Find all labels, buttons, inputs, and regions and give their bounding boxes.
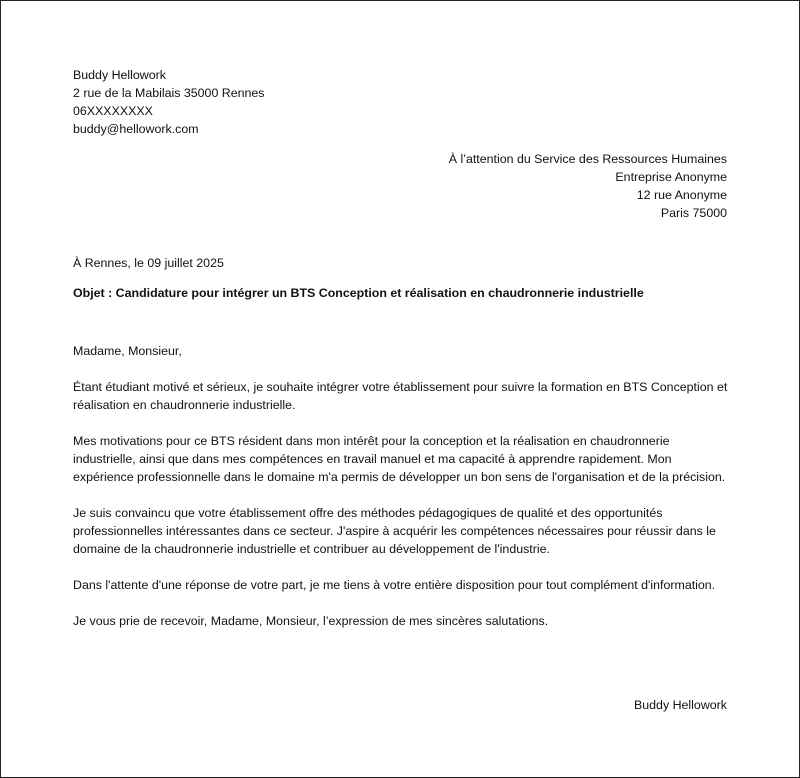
body-paragraph: Dans l'attente d'une réponse de votre part, je me tiens à votre entière disposition pour tout complément d'information.	[73, 578, 716, 592]
sender-name: Buddy Hellowork	[73, 68, 166, 82]
closing-paragraph: Je vous prie de recevoir, Madame, Monsieur, l’expression de mes sincères salutations.	[73, 614, 549, 628]
letter-subject: Objet : Candidature pour intégrer un BTS Conception et réalisation en chaudronnerie industrielle	[73, 286, 644, 300]
recipient-block	[449, 150, 727, 222]
recipient-company: Entreprise Anonyme	[615, 170, 727, 184]
body-paragraph: Étant étudiant motivé et sérieux, je souhaite intégrer votre établissement pour suivre la formation en BTS Conception et réalisation en chaudronnerie industrielle.	[73, 380, 728, 412]
body-paragraph: Mes motivations pour ce BTS résident dans mon intérêt pour la conception et la réalisation en chaudronnerie industrielle, ainsi que dans mes compétences en travail manuel et ma capacité à apprendre rapidement. Mon expérience professionnelle dans le domaine m'a permis de développer un bon sens de l'organisation et de la précision.	[73, 434, 726, 484]
body-paragraph: Je suis convaincu que votre établissement offre des méthodes pédagogiques de qualité et des opportunités professionnelles intéressantes dans ce secteur. J'aspire à acquérir les compétences nécessaires pour réussir dans le domaine de la chaudronnerie industrielle et contribuer au développement de l'industrie.	[73, 506, 716, 556]
salutation: Madame, Monsieur,	[73, 344, 182, 358]
letter-body	[73, 342, 729, 648]
sender-phone: 06XXXXXXXX	[73, 104, 153, 118]
recipient-attention: À l’attention du Service des Ressources Humaines	[448, 152, 727, 166]
recipient-street: 12 rue Anonyme	[636, 188, 727, 202]
sender-block	[73, 66, 265, 138]
recipient-city: Paris 75000	[660, 206, 727, 220]
sender-email: buddy@hellowork.com	[73, 122, 199, 136]
sender-address: 2 rue de la Mabilais 35000 Rennes	[73, 86, 265, 100]
letter-date: À Rennes, le 09 juillet 2025	[73, 256, 224, 270]
signature: Buddy Hellowork	[634, 698, 727, 712]
